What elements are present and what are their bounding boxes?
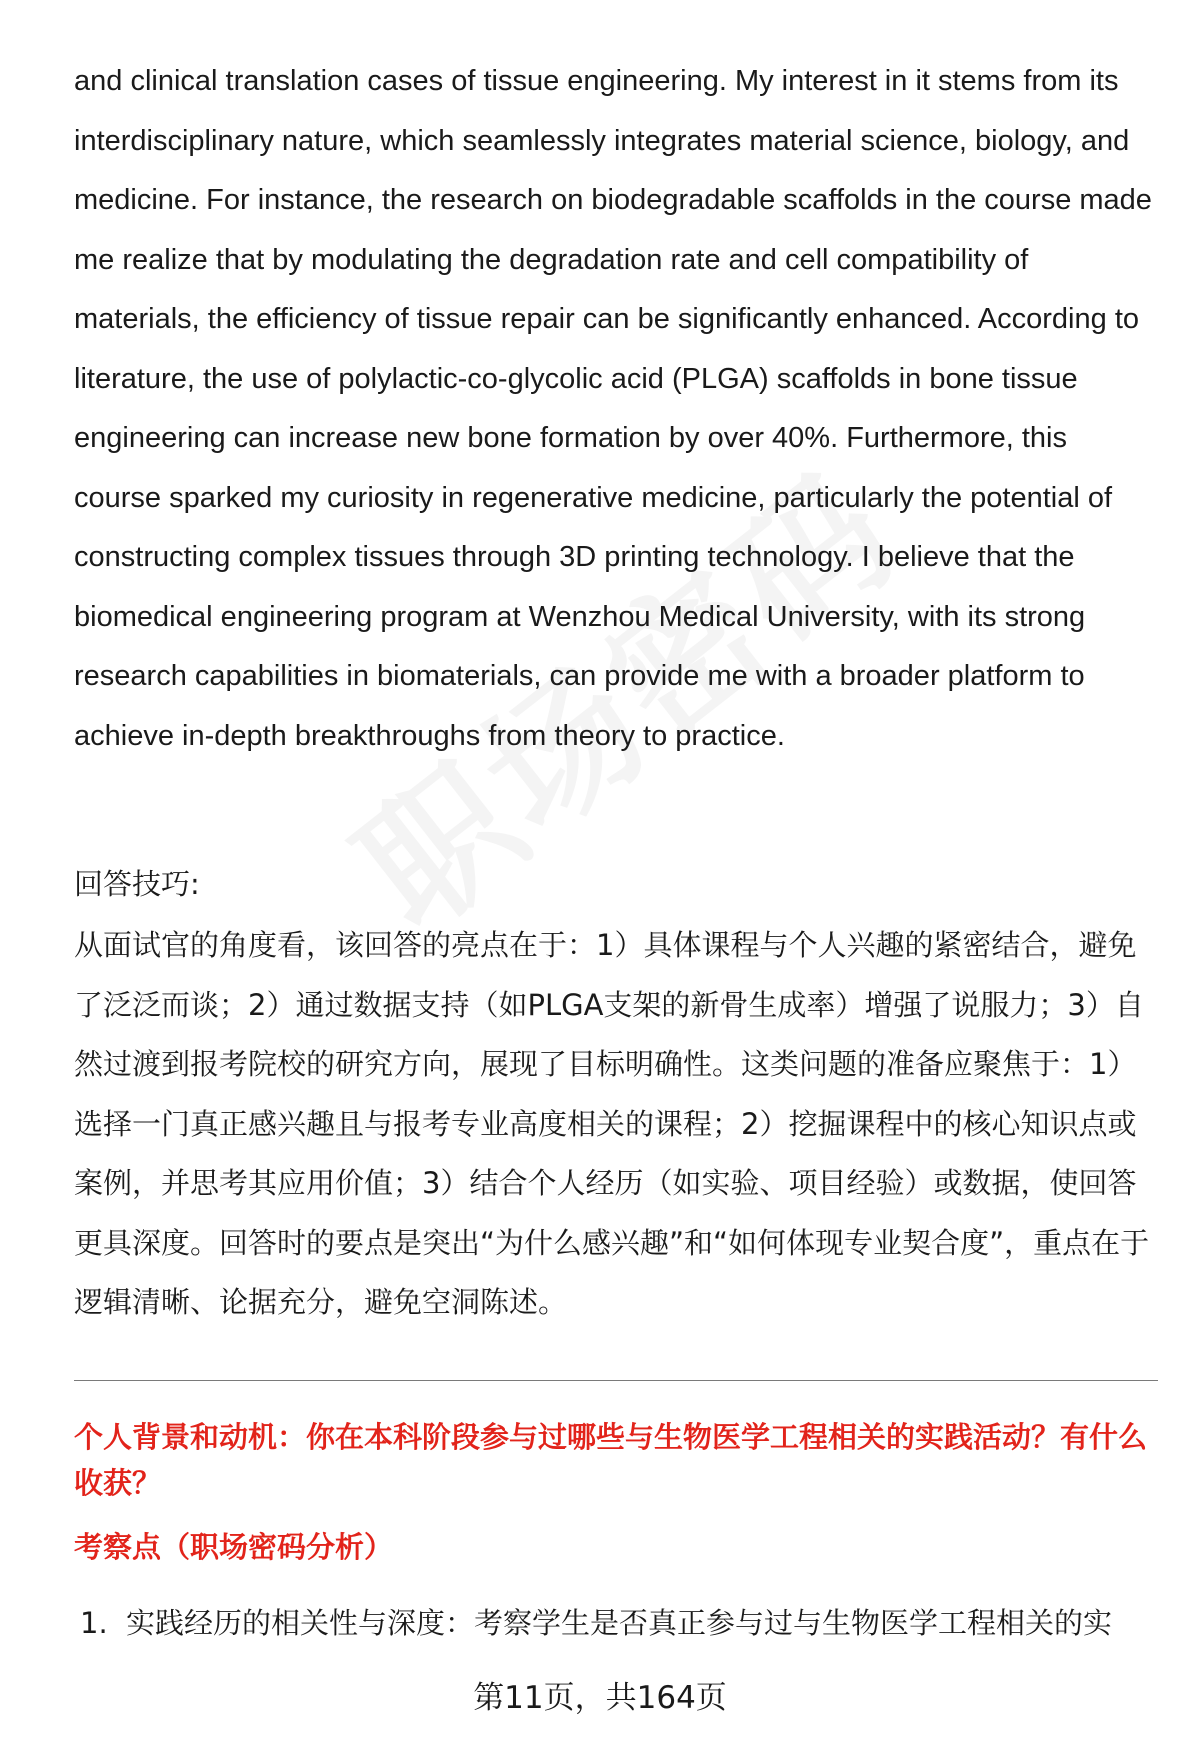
- page-footer: 第11页，共164页: [473, 1680, 727, 1716]
- answer-paragraph: and clinical translation cases of tissue engineering. My interest in it stems from its interdisciplinary nature, which seamlessly integrates material science, biology, and medicine. For instance, the research on biodegradable scaffolds in the course made me realize that by modulating the degradation rate and cell compatibility of materials, the efficiency of tissue repair can be significantly enhanced. According to literature, the use of polylactic-co-glycolic acid (PLGA) scaffolds in bone tissue engineering can increase new bone formation by over 40%. Furthermore, this course sparked my curiosity in regenerative medicine, particularly the potential of constructing complex tissues through 3D printing technology. I believe that the biomedical engineering program at Wenzhou Medical University, with its strong research capabilities in biomaterials, can provide me with a broader platform to achieve in-depth breakthroughs from theory to practice.: [74, 65, 1152, 752]
- section-divider: [74, 1380, 1158, 1381]
- points-list: [80, 1600, 1160, 1646]
- list-item-number: 1.: [80, 1606, 108, 1640]
- tips-body: 从面试官的角度看，该回答的亮点在于：1）具体课程与个人兴趣的紧密结合，避免了泛泛而谈；2）通过数据支持（如PLGA支架的新骨生成率）增强了说服力；3）自然过渡到报考院校的研究方向，展现了目标明确性。这类问题的准备应聚焦于：1）选择一门真正感兴趣且与报考专业高度相关的课程；2）挖掘课程中的核心知识点或案例，并思考其应用价值；3）结合个人经历（如实验、项目经验）或数据，使回答更具深度。回答时的要点是突出“为什么感兴趣”和“如何体现专业契合度”，重点在于逻辑清晰、论据充分，避免空洞陈述。: [74, 928, 1150, 1319]
- tips-title: 回答技巧:: [74, 867, 200, 901]
- analysis-heading: 考察点（职场密码分析）: [74, 1530, 394, 1564]
- question-heading: 个人背景和动机：你在本科阶段参与过哪些与生物医学工程相关的实践活动？有什么收获？: [74, 1420, 1148, 1500]
- list-item-text: 实践经历的相关性与深度：考察学生是否真正参与过与生物医学工程相关的实: [126, 1606, 1113, 1640]
- list-item: [80, 1600, 1160, 1646]
